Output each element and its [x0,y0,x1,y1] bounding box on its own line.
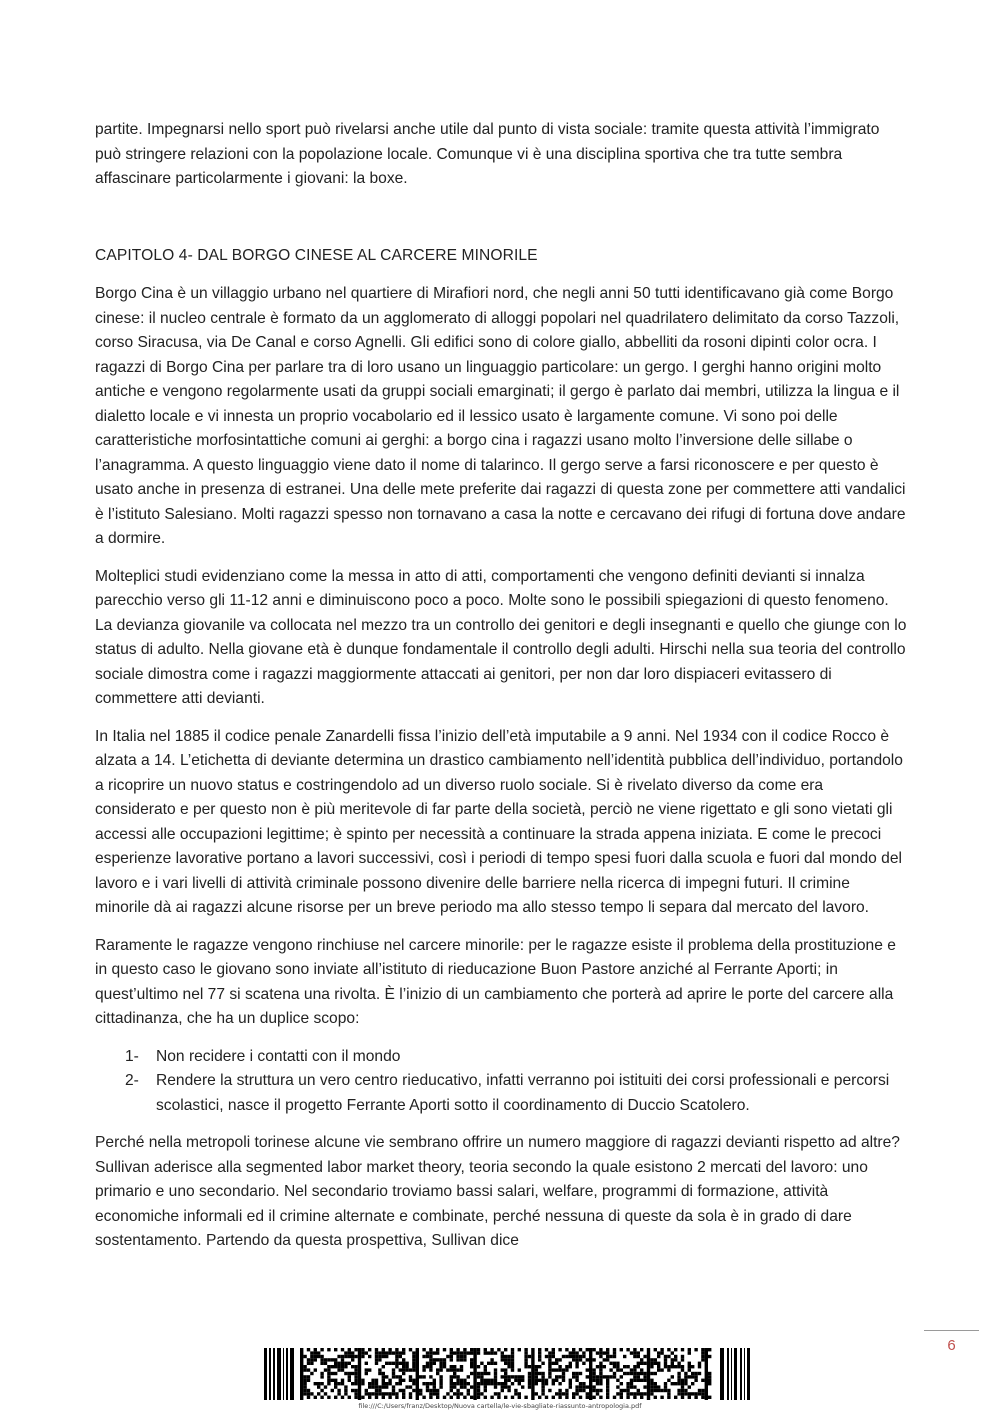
document-body [95,118,907,1267]
chapter-title: CAPITOLO 4- DAL BORGO CINESE AL CARCERE MINORILE [95,246,538,264]
paragraph-codice-penale: In Italia nel 1885 il codice penale Zanardelli fissa l’inizio dell’età imputabile a 9 anni. Nel 1934 con il codice Rocco è alzata a 14. L’etichetta di deviante determina un drastico cambiamento nell’identità pubblica dell’individuo, portandolo a ricoprire un nuovo status e costringendolo ad un diverso ruolo sociale. Si è rivelato diverso da come era considerato e per questo non è più meritevole di far parte della società, perciò ne viene rigettato e gli sono vietati gli accessi alle occupazioni legittime; è spinto per necessità a continuare la strada appena iniziata. E come le precoci esperienze lavorative portano a lavori successivi, così i periodi di tempo spesi fuori dalla scuola e fuori dal mondo del lavoro e i vari livelli di attività criminale possono divenire delle barriere nella ricerca di impegni futuri. Il crimine minorile dà ai ragazzi alcune risorse per un breve periodo ma allo stesso tempo li separa dal mercato del lavoro. [95,727,903,916]
page-number: 6 [947,1337,956,1354]
intro-paragraph: partite. Impegnarsi nello sport può rivelarsi anche utile dal punto di vista sociale: tramite questa attività l’immigrato può stringere relazioni con la popolazione locale. Comunque vi è una disciplina sportiva che tra tutte sembra affascinare particolarmente i giovani: la boxe. [95,121,880,187]
list-item-text: Rendere la struttura un vero centro rieducativo, infatti verranno poi istituiti dei corsi professionali e percorsi scolastici, nasce il progetto Ferrante Aporti sotto il coordinamento di Duccio Scatolero. [156,1072,890,1114]
paragraph-ragazze: Raramente le ragazze vengono rinchiuse nel carcere minorile: per le ragazze esiste il problema della prostituzione e in questo caso le giovano sono inviate all’istituto di rieducazione Buon Pastore anziché al Ferrante Aporti; in quest’ultimo nel 77 si scatena una rivolta. È l’inizio di un cambiamento che porterà ad aprire le porte del carcere alla cittadinanza, che ha un duplice scopo: [95,936,896,1027]
paragraph-borgo-cina: Borgo Cina è un villaggio urbano nel quartiere di Mirafiori nord, che negli anni 50 tutti identificavano già come Borgo cinese: il nucleo centrale è formato da un agglomerato di alloggi popolari nel quadrilatero delimitato da corso Tazzoli, corso Siracusa, via De Canal e corso Agnelli. Gli edifici sono di colore giallo, abbelliti da rosoni dipinti color ocra. I ragazzi di Borgo Cina per parlare tra di loro usano un linguaggio particolare: un gergo. I gerghi hanno origini molto antiche e vengono regolarmente usati da gruppi sociali emarginati; il gergo è parlato dai membri, utilizza la lingua e il dialetto locale e vi innesta un proprio vocabolario ed il lessico usato è largamente comune. Vi sono poi delle caratteristiche morfosintattiche comuni ai gerghi: a borgo cina i ragazzi usano molto l’inversione delle sillabe o l’anagramma. A questo linguaggio viene dato il nome di talarinco. Il gergo serve a farsi riconoscere e per questo è usato anche in presenza di estranei. Una delle mete preferite dai ragazzi di questa zone per commettere atti vandalici è l’istituto Salesiano. Molti ragazzi spesso non tornavano a casa la notte e cercavano dei rifugi di fortuna dove andare a dormire. [95,285,906,547]
barcode-icon [264,1348,750,1400]
list-item [95,1069,907,1118]
file-path: file:///C:/Users/franz/Desktop/Nuova cartella/le-vie-sbagliate-riassunto-antropologia.pdf [358,1402,642,1410]
list-item [95,1045,907,1070]
list-item-number: 1- [125,1047,139,1065]
paragraph-sullivan: Perché nella metropoli torinese alcune vie sembrano offrire un numero maggiore di ragazzi devianti rispetto ad altre? Sullivan aderisce alla segmented labor market theory, teoria secondo la quale esistono 2 mercati del lavoro: uno primario e uno secondario. Nel secondario troviamo bassi salari, welfare, programmi di formazione, attività economiche informali ed il crimine alternate e combinate, perché nessuna di queste da sola è in grado di dare sostentamento. Partendo da questa prospettiva, Sullivan dice [95,1134,900,1249]
paragraph-devianza: Molteplici studi evidenziano come la messa in atto di atti, comportamenti che vengono definiti devianti si innalza parecchio verso gli 11-12 anni e diminuiscono poco a poco. Molte sono le possibili spiegazioni di questo fenomeno. La devianza giovanile va collocata nel mezzo tra un controllo dei genitori e degli insegnanti e quello che giunge con lo status di adulto. Nella giovane età è dunque fondamentale il controllo degli adulti. Hirschi nella sua teoria del controllo sociale dimostra come i ragazzi maggiormente attaccati ai genitori, per non dar loro dispiaceri evitassero di commettere atti devianti. [95,567,907,707]
list-item-text: Non recidere i contatti con il mondo [156,1047,401,1065]
footer-divider [924,1330,979,1331]
numbered-list [95,1045,907,1119]
list-item-number: 2- [125,1072,139,1089]
